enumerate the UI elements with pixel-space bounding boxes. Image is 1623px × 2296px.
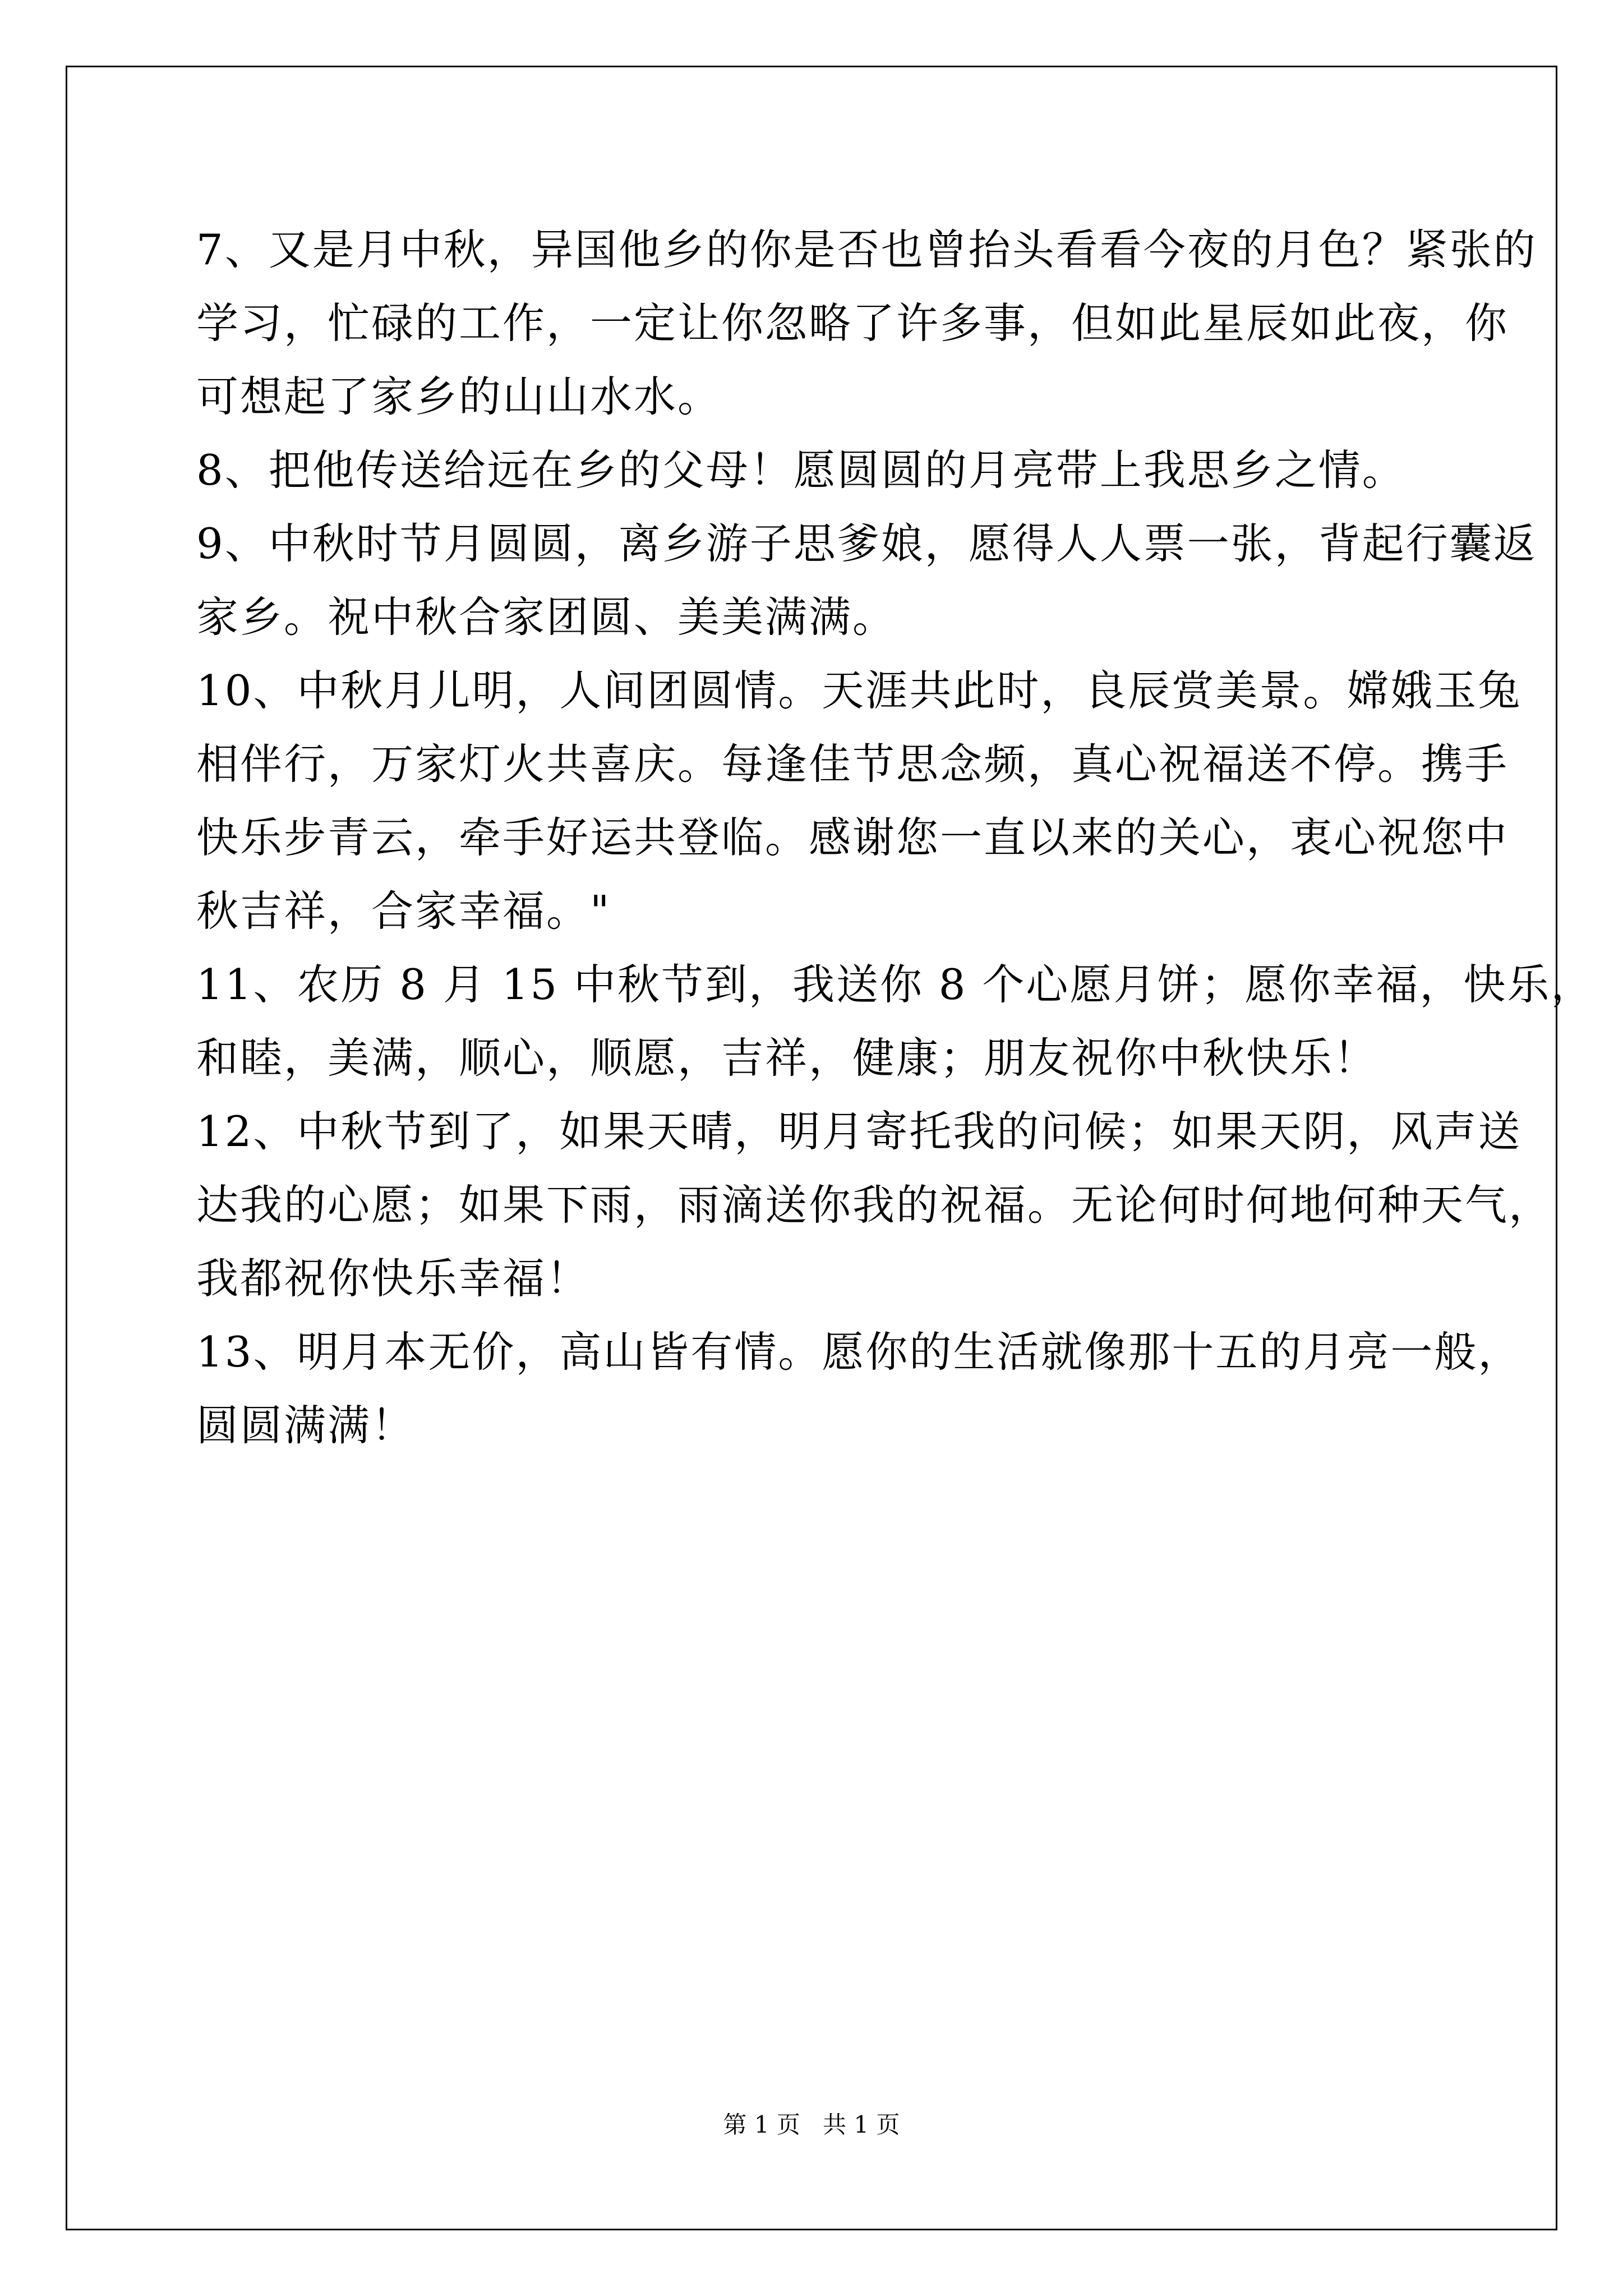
text-line: 和睦，美满，顺心，顺愿，吉祥，健康；朋友祝你中秋快乐！: [196, 1033, 1378, 1083]
text-line: 我都祝你快乐幸福！: [196, 1254, 591, 1303]
text-line: 秋吉祥，合家幸福。": [196, 886, 611, 936]
text-line: 7、又是月中秋，异国他乡的你是否也曾抬头看看今夜的月色？紧张的: [196, 225, 1537, 274]
paragraph-12: [196, 1095, 1553, 1315]
text-line: 12、中秋节到了，如果天晴，明月寄托我的问候；如果天阴，风声送: [196, 1107, 1522, 1156]
text-line: 快乐步青云，牵手好运共登临。感谢您一直以来的关心，衷心祝您中: [196, 813, 1509, 862]
text-line: 13、明月本无价，高山皆有情。愿你的生活就像那十五的月亮一般，: [196, 1327, 1522, 1377]
text-line: 家乡。祝中秋合家团圆、美美满满。: [196, 592, 897, 642]
text-line: 8、把他传送给远在乡的父母！愿圆圆的月亮带上我思乡之情。: [196, 445, 1406, 495]
paragraph-9: [196, 507, 1537, 654]
text-line: 可想起了家乡的山山水水。: [196, 372, 722, 421]
text-line: 9、中秋时节月圆圆，离乡游子思爹娘，愿得人人票一张，背起行囊返: [196, 519, 1537, 568]
text-line: 10、中秋月儿明，人间团圆情。天涯共此时，良辰赏美景。嫦娥玉兔: [196, 666, 1522, 715]
paragraph-13: [196, 1315, 1522, 1462]
text-line: 11、农历 8 月 15 中秋节到，我送你 8 个心愿月饼；愿你幸福，快乐，: [196, 960, 1595, 1009]
text-line: 达我的心愿；如果下雨，雨滴送你我的祝福。无论何时何地何种天气，: [196, 1180, 1553, 1230]
document-body: [196, 213, 1595, 1462]
paragraph-7: [196, 213, 1537, 434]
text-line: 相伴行，万家灯火共喜庆。每逢佳节思念频，真心祝福送不停。携手: [196, 739, 1509, 789]
paragraph-8: [196, 434, 1458, 507]
paragraph-10: [196, 654, 1522, 948]
text-line: 学习，忙碌的工作，一定让你忽略了许多事，但如此星辰如此夜，你: [196, 298, 1509, 348]
text-line: 圆圆满满！: [196, 1401, 416, 1450]
page-footer: [0, 2106, 1623, 2140]
paragraph-11: [196, 948, 1595, 1095]
page-number: 第 1 页 共 1 页: [723, 2111, 900, 2138]
